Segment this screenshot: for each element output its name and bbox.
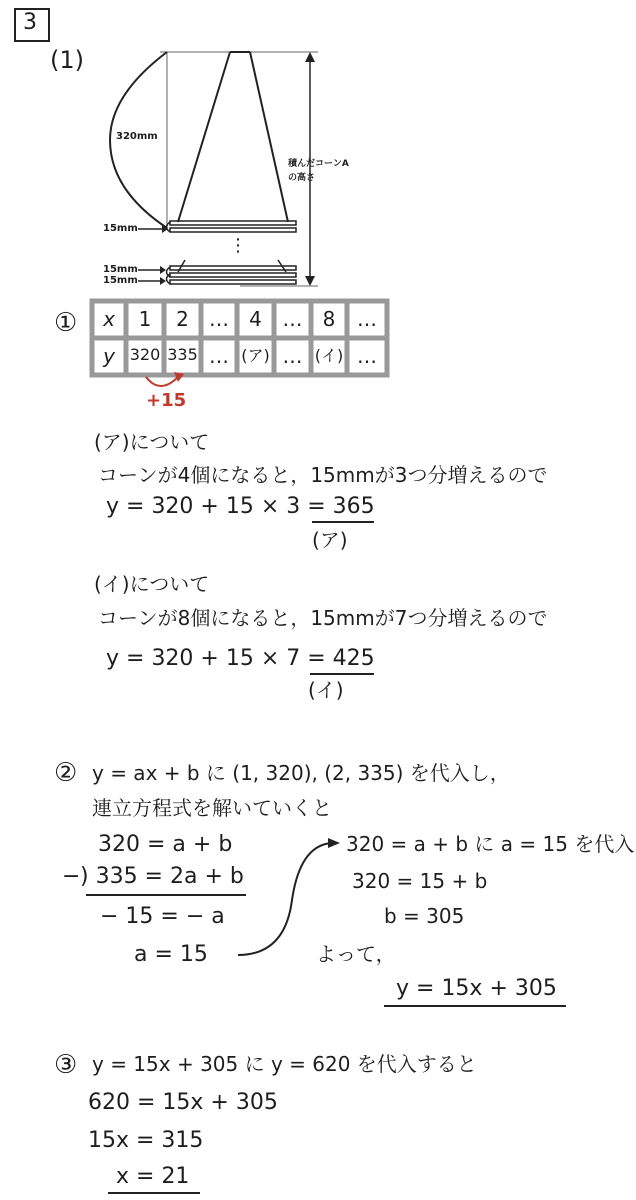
- table-x-cell: 8: [322, 307, 336, 331]
- label-15mm-top: 15mm: [103, 223, 138, 234]
- q3-marker: ③: [54, 1050, 78, 1080]
- table-y-cell: …: [209, 344, 229, 368]
- q1-a-answer-label: (ア): [312, 528, 348, 552]
- height-label-2: の高さ: [288, 173, 316, 183]
- q1-a-title: (ア)について: [94, 430, 210, 454]
- q3-eq1: 620 = 15x + 305: [88, 1090, 278, 1115]
- q2-eq3: − 15 = − a: [100, 904, 225, 929]
- q2-line2: 連立方程式を解いていくと: [92, 796, 332, 820]
- q3-answer: x = 21: [116, 1164, 190, 1189]
- q2-minus: −: [62, 864, 81, 889]
- table-y-cell: …: [357, 344, 377, 368]
- table-x-cell: 1: [138, 307, 152, 331]
- height-label-1: 積んだコーンA: [288, 159, 349, 169]
- q2-sub1: 320 = a + b に a = 15 を代入: [346, 832, 635, 856]
- q1-a-line1: コーンが4個になると，15mmが3つ分増えるので: [98, 463, 548, 487]
- q3-eq2: 15x = 315: [88, 1128, 204, 1153]
- q2-sub2: 320 = 15 + b: [352, 869, 488, 893]
- q2-answer-underline: [384, 1005, 566, 1007]
- q2-line1: y = ax + b に (1, 320), (2, 335) を代入し，: [92, 761, 510, 785]
- table-x-cell: …: [209, 307, 229, 331]
- q1-i-equation: y = 320 + 15 × 7 = 425: [106, 646, 375, 671]
- table-y-cell: 335: [167, 345, 198, 364]
- q2-answer: y = 15x + 305: [396, 976, 557, 1001]
- problem-number: 3: [23, 10, 37, 35]
- stack-dots: ⋮: [229, 235, 247, 256]
- q1-i-line1: コーンが8個になると，15mmが7つ分増えるので: [98, 606, 548, 630]
- q2-marker: ②: [54, 758, 78, 788]
- table-y-header: y: [103, 344, 115, 368]
- table-x-header: x: [103, 307, 115, 331]
- q2-eq2: ) 335 = 2a + b: [80, 864, 244, 889]
- table-x-cell: …: [357, 307, 377, 331]
- q1-i-title: (イ)について: [94, 572, 210, 596]
- q3-line1: y = 15x + 305 に y = 620 を代入すると: [92, 1052, 477, 1076]
- q1-i-answer-label: (イ): [308, 678, 344, 702]
- q1-a-equation: y = 320 + 15 × 3 = 365: [106, 494, 375, 519]
- table-y-cell: 320: [129, 345, 161, 364]
- table-x-cell: …: [282, 307, 303, 331]
- part-label: (1): [50, 46, 84, 74]
- q3-answer-underline: [108, 1192, 200, 1194]
- table-y-cell: …: [282, 344, 303, 368]
- label-15mm-a: 15mm: [103, 264, 138, 275]
- label-320mm: 320mm: [116, 131, 158, 142]
- q2-therefore: よって，: [316, 942, 396, 966]
- increment-label: +15: [146, 390, 187, 411]
- q2-eq1: 320 = a + b: [98, 832, 233, 857]
- table-y-cell: (イ): [314, 346, 344, 365]
- q1-marker: ①: [54, 308, 78, 338]
- label-15mm-b: 15mm: [103, 275, 138, 286]
- table-x-cell: 4: [249, 307, 262, 331]
- table-y-cell: (ア): [241, 346, 270, 365]
- q2-sub3: b = 305: [384, 904, 465, 928]
- table-x-cell: 2: [176, 307, 189, 331]
- q2-eq4: a = 15: [134, 942, 208, 967]
